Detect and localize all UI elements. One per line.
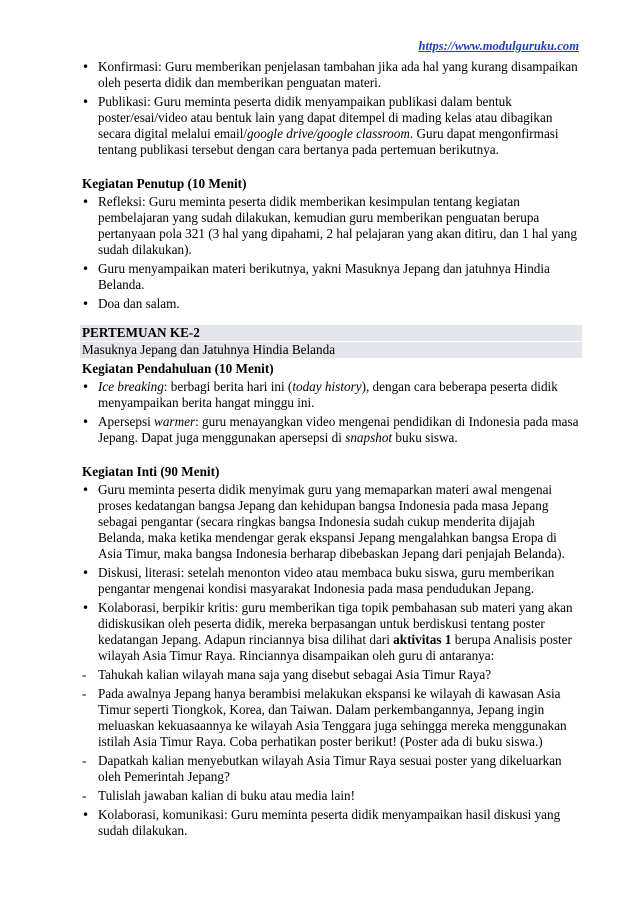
sub-list-item: - Dapatkah kalian menyebutkan wilayah Asia Timur Raya sesuai poster yang dikeluarkan oleh Pemerintah Jepang? [82, 753, 580, 785]
list-item: • Konfirmasi: Guru memberikan penjelasan tambahan jika ada hal yang kurang disampaikan oleh peserta didik dan memberikan penguatan materi. [82, 59, 580, 91]
list-item: • Refleksi: Guru meminta peserta didik memberikan kesimpulan tentang kegiatan pembelajaran yang sudah dilakukan, kemudian guru memberikan penguatan berupa pertanyaan pola 321 (3 hal yang dipahami, 2 hal pelajaran yang akan ditiru, dan 1 hal yang sudah dilakukan). [82, 194, 580, 258]
pendahuluan-list [82, 379, 580, 446]
document-body [82, 59, 580, 842]
list-item: • Ice breaking: berbagi berita hari ini (today history), dengan cara beberapa peserta didik menyampaikan berita hangat minggu ini. [82, 379, 580, 411]
list-item: • Guru meminta peserta didik menyimak guru yang memaparkan materi awal mengenai proses kedatangan bangsa Jepang dan kehidupan bangsa Indonesia pada masa Jepang sebagai pengantar (secara ringkas bangsa Indonesia sudah cukup menderita dijajah Belanda, maka ketika mendengar gerak ekspansi Jepang mengalahkan bangsa Eropa di Asia Timur, maka bangsa Indonesia berharap dibebaskan Jepang dari penjajah Belanda). [82, 482, 580, 562]
penutup-list [82, 194, 580, 312]
list-item: • Doa dan salam. [82, 296, 580, 312]
list-item: • Guru menyampaikan materi berikutnya, yakni Masuknya Jepang dan jatuhnya Hindia Belanda. [82, 261, 580, 293]
section-heading-inti: Kegiatan Inti (90 Menit) [82, 464, 220, 479]
sub-list-item: - Tulislah jawaban kalian di buku atau media lain! [82, 788, 580, 804]
section-heading-penutup: Kegiatan Penutup (10 Menit) [82, 176, 247, 191]
list-item: • Kolaborasi, berpikir kritis: guru memberikan tiga topik pembahasan sub materi yang akan didiskusikan oleh peserta didik, mereka berpasangan untuk berdiskusi tentang poster kedatangan Jepang. Adapun rinciannya bisa dilihat dari aktivitas 1 berupa Analisis poster wilayah Asia Timur Raya. Rinciannya disampaikan oleh guru di antaranya: [82, 600, 580, 664]
header-url-link[interactable]: https://www.modulguruku.com [418, 39, 579, 53]
inti-list [82, 482, 580, 664]
list-item: • Kolaborasi, komunikasi: Guru meminta peserta didik menyampaikan hasil diskusi yang sudah dilakukan. [82, 807, 580, 839]
section-continued-list [82, 59, 580, 158]
section-heading-pendahuluan: Kegiatan Pendahuluan (10 Menit) [82, 361, 274, 376]
list-item: • Publikasi: Guru meminta peserta didik menyampaikan publikasi dalam bentuk poster/esai/video atau bentuk lain yang dapat ditempel di mading kelas atau dibagikan secara digital melalui email/google drive/google classroom. Guru dapat mengonfirmasi tentang publikasi tersebut dengan cara bertanya pada pertemuan berikutnya. [82, 94, 580, 158]
list-item: • Diskusi, literasi: setelah menonton video atau membaca buku siswa, guru memberikan pengantar mengenai kondisi masyarakat Indonesia pada masa pendudukan Jepang. [82, 565, 580, 597]
meeting-subtitle: Masuknya Jepang dan Jatuhnya Hindia Belanda [80, 342, 582, 359]
discussion-questions-list [82, 667, 580, 804]
sub-list-item: - Pada awalnya Jepang hanya berambisi melakukan ekspansi ke wilayah di kawasan Asia Timur seperti Tiongkok, Korea, dan Taiwan. Dalam perkembangannya, Jepang ingin meluaskan kekuasaannya ke wilayah Asia Tenggara juga sehingga mereka menggunakan istilah Asia Timur Raya. Coba perhatikan poster berikut! (Poster ada di buku siswa.) [82, 686, 580, 750]
inti-list-continued [82, 807, 580, 839]
sub-list-item: - Tahukah kalian wilayah mana saja yang disebut sebagai Asia Timur Raya? [82, 667, 580, 683]
meeting-title: PERTEMUAN KE-2 [80, 325, 582, 342]
list-item: • Apersepsi warmer: guru menayangkan video mengenai pendidikan di Indonesia pada masa Jepang. Dapat juga menggunakan apersepsi di snapshot buku siswa. [82, 414, 580, 446]
